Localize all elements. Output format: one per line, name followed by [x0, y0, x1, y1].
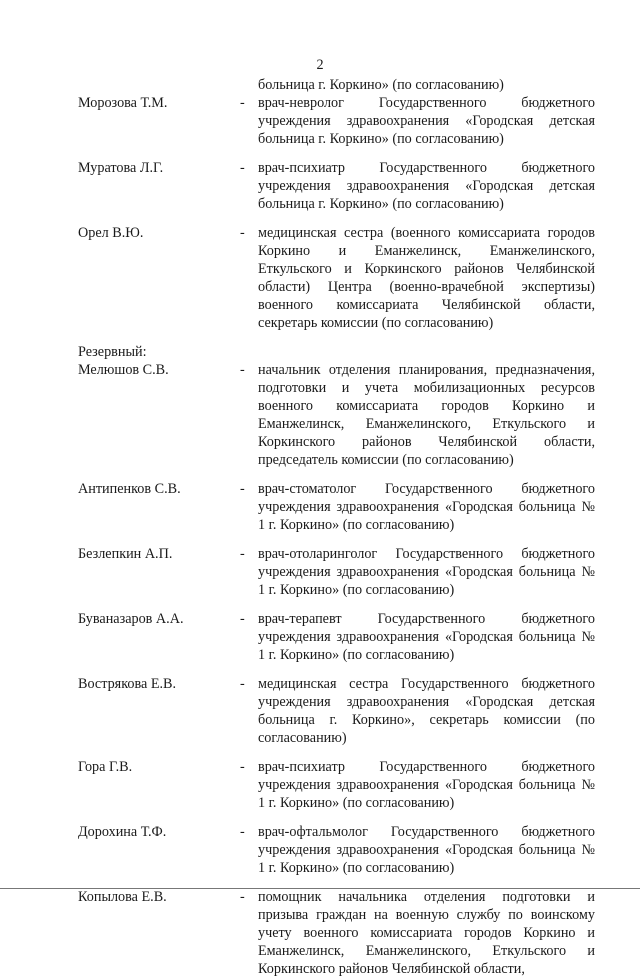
entry-name: Морозова Т.М.	[78, 95, 168, 111]
list-item	[0, 823, 640, 877]
list-item	[0, 610, 640, 664]
list-item	[0, 76, 640, 94]
entry-description: помощник начальника отделения подготовки и призыва граждан на военную службу по воинскому учету военного комиссариата городов Коркино и Еманжелинск, Еманжелинского, Еткульского и Коркинского районов Челябинской области,	[258, 889, 595, 977]
entry-name: Вострякова Е.В.	[78, 676, 177, 692]
entry-dash: -	[240, 95, 245, 111]
entry-dash: -	[240, 362, 245, 378]
list-item	[0, 361, 640, 469]
entry-dash: -	[240, 889, 245, 905]
entry-name: Антипенков С.В.	[78, 481, 181, 497]
entry-dash: -	[240, 225, 245, 241]
reserve-section-label: Резервный:	[78, 344, 147, 360]
list-item	[0, 675, 640, 747]
entry-description: медицинская сестра (военного комиссариата городов Коркино и Еманжелинск, Еманжелинского, Еткульского и Коркинского районов Челябинской области) Центра (военно-врачебной экспертизы) военного комиссариата Челябинской области, секретарь комиссии (по согласованию)	[258, 225, 595, 331]
entry-description: врач-невролог Государственного бюджетного учреждения здравоохранения «Городская детская больница г. Коркино» (по согласованию)	[258, 95, 595, 147]
page-number: 2	[316, 57, 324, 73]
entry-dash: -	[240, 759, 245, 775]
list-item	[0, 545, 640, 599]
entry-name: Копылова Е.В.	[78, 889, 167, 905]
commission-list	[0, 76, 640, 978]
entry-name: Орел В.Ю.	[78, 225, 144, 241]
entry-dash: -	[240, 546, 245, 562]
list-item	[0, 758, 640, 812]
entry-description: врач-психиатр Государственного бюджетного учреждения здравоохранения «Городская больница № 1 г. Коркино» (по согласованию)	[258, 759, 595, 811]
entry-name: Муратова Л.Г.	[78, 160, 164, 176]
entry-name: Мелюшов С.В.	[78, 362, 169, 378]
entry-description: врач-психиатр Государственного бюджетного учреждения здравоохранения «Городская детская больница г. Коркино» (по согласованию)	[258, 160, 595, 212]
list-item	[0, 159, 640, 213]
page-bottom-rule	[0, 888, 640, 889]
entry-dash: -	[240, 676, 245, 692]
entry-dash: -	[240, 824, 245, 840]
entry-description: больница г. Коркино» (по согласованию)	[258, 77, 504, 93]
entry-description: медицинская сестра Государственного бюджетного учреждения здравоохранения «Городская детская больница г. Коркино», секретарь комиссии (по согласованию)	[258, 676, 595, 746]
entry-name: Безлепкин А.П.	[78, 546, 173, 562]
entry-dash: -	[240, 160, 245, 176]
entry-name: Гора Г.В.	[78, 759, 133, 775]
entry-description: начальник отделения планирования, предназначения, подготовки и учета мобилизационных ресурсов военного комиссариата городов Коркино и Еманжелинск, Еманжелинского, Еткульского и Коркинского районов Челябинской области, председатель комиссии (по согласованию)	[258, 362, 595, 468]
list-item	[0, 94, 640, 148]
entry-name: Дорохина Т.Ф.	[78, 824, 167, 840]
entry-description: врач-терапевт Государственного бюджетного учреждения здравоохранения «Городская больница № 1 г. Коркино» (по согласованию)	[258, 611, 595, 663]
entry-description: врач-стоматолог Государственного бюджетного учреждения здравоохранения «Городская больница № 1 г. Коркино» (по согласованию)	[258, 481, 595, 533]
entry-description: врач-офтальмолог Государственного бюджетного учреждения здравоохранения «Городская больница № 1 г. Коркино» (по согласованию)	[258, 824, 595, 876]
list-item	[0, 480, 640, 534]
list-item	[0, 888, 640, 978]
entry-dash: -	[240, 611, 245, 627]
list-item	[0, 224, 640, 332]
entry-description: врач-отоларинголог Государственного бюджетного учреждения здравоохранения «Городская больница № 1 г. Коркино» (по согласованию)	[258, 546, 595, 598]
entry-name: Буваназаров А.А.	[78, 611, 184, 627]
entry-dash: -	[240, 481, 245, 497]
